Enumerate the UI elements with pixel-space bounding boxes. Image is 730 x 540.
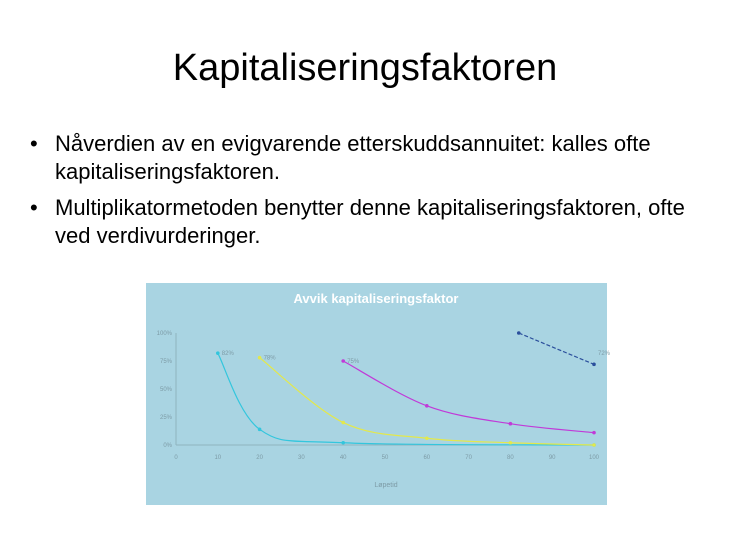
data-point xyxy=(517,331,521,335)
x-tick-label: 60 xyxy=(423,455,431,461)
x-tick-label: 10 xyxy=(214,455,222,461)
chart-image xyxy=(146,283,611,505)
data-point xyxy=(509,422,513,426)
slide-title: Kapitaliseringsfaktoren xyxy=(172,47,558,89)
data-label: 72% xyxy=(598,351,611,358)
data-point xyxy=(258,428,262,432)
data-point xyxy=(258,356,262,360)
series-line xyxy=(519,333,594,364)
data-point xyxy=(592,443,596,447)
bullet-dot: • xyxy=(30,131,38,156)
y-tick-label: 100% xyxy=(156,331,172,337)
x-tick-label: 80 xyxy=(507,455,514,461)
x-tick-label: 40 xyxy=(339,455,347,461)
data-point xyxy=(592,431,596,435)
data-point xyxy=(509,441,513,445)
data-label: 78% xyxy=(263,355,276,362)
x-tick-label: 30 xyxy=(298,455,305,461)
x-tick-label: 50 xyxy=(381,455,389,461)
x-tick-label: 20 xyxy=(256,455,263,461)
y-tick-label: 0% xyxy=(163,443,172,449)
x-tick-label: 0 xyxy=(174,455,178,461)
series-line xyxy=(343,361,594,433)
bullet-list xyxy=(30,130,700,258)
data-point xyxy=(216,351,220,355)
bullet-text: Nåverdien av en evigvarende etterskuddsannuitet: kalles ofte kapitaliseringsfaktoren. xyxy=(55,131,651,184)
x-tick-label: 90 xyxy=(548,455,556,461)
chart-title: Avvik kapitaliseringsfaktor xyxy=(293,291,459,306)
data-point xyxy=(341,421,345,425)
bullet-item xyxy=(30,130,700,186)
series-line xyxy=(260,355,594,445)
data-label: 75% xyxy=(347,359,360,365)
data-point xyxy=(341,441,345,445)
x-axis-label: Løpetid xyxy=(374,482,398,489)
chart-svg xyxy=(146,283,611,505)
series-line xyxy=(218,353,594,445)
y-tick-label: 50% xyxy=(159,387,172,393)
data-point xyxy=(425,436,429,440)
y-tick-label: 75% xyxy=(159,359,172,365)
data-label: 82% xyxy=(221,351,234,358)
bullet-dot: • xyxy=(30,195,38,220)
y-tick-label: 25% xyxy=(159,415,172,421)
x-tick-label: 100 xyxy=(588,455,600,461)
data-point xyxy=(425,404,429,408)
chart-series-group xyxy=(216,331,611,447)
bullet-text: Multiplikatormetoden benytter denne kapitaliseringsfaktoren, ofte ved verdivurderinger. xyxy=(55,195,685,248)
x-tick-label: 70 xyxy=(465,455,472,461)
bullet-item xyxy=(30,194,700,250)
data-point xyxy=(341,359,345,363)
data-point xyxy=(592,363,596,367)
